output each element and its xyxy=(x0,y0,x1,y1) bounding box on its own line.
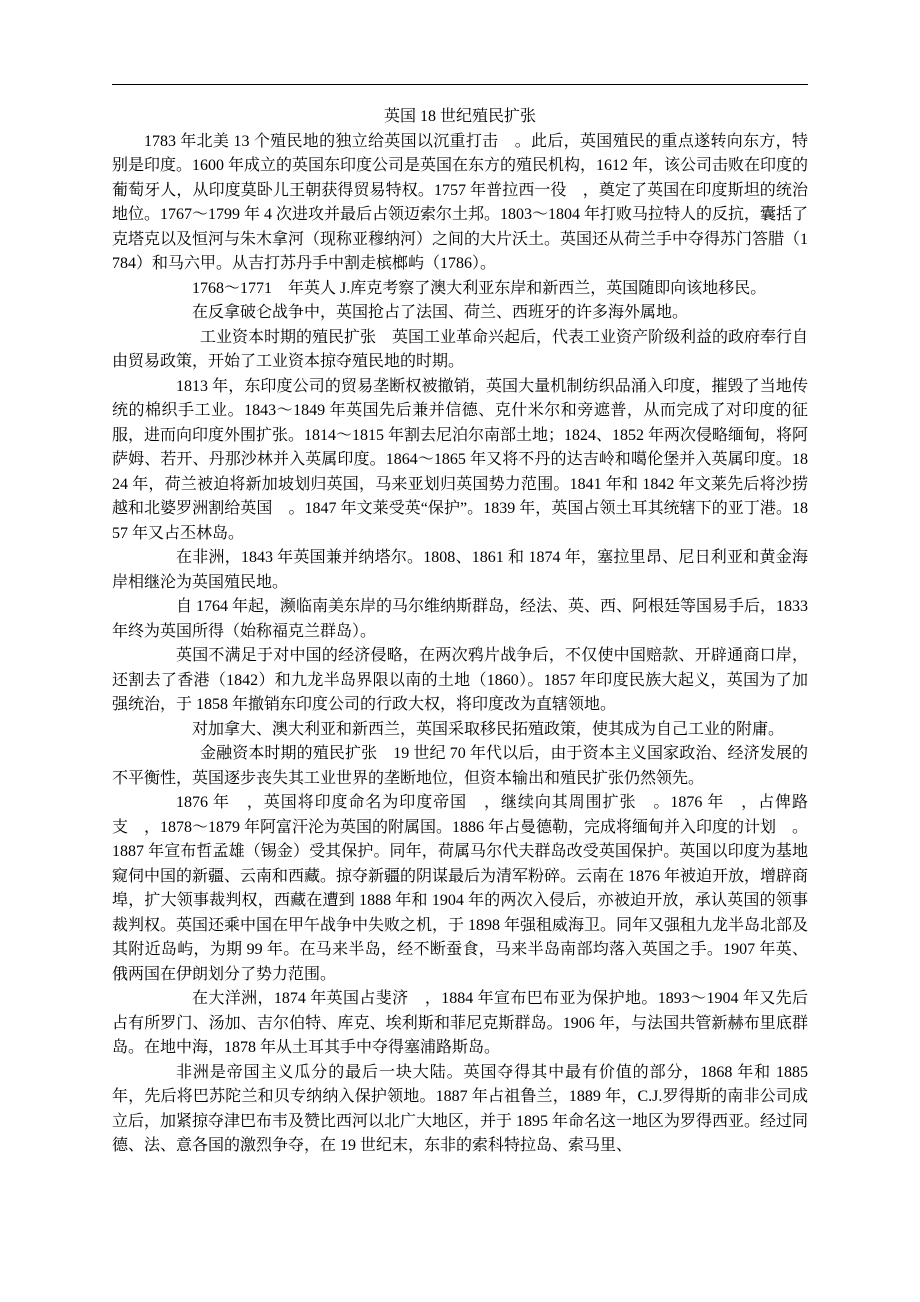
paragraph-industrial-capital: 工业资本时期的殖民扩张 英国工业革命兴起后，代表工业资产阶级利益的政府奉行自由贸易政策，开始了工业资本掠夺殖民地的时期。 xyxy=(112,328,809,370)
paragraph-indian-empire: 1876 年 ，英国将印度命名为印度帝国 ，继续向其周围扩张 。1876 年 ，占俾路支 ，1878～1879 年阿富汗沦为英国的附属国。1886 年占曼德勒，完成将缅甸并入印度的计划 。1887 年宣布哲孟雄（锡金）受其保护。同年，荷属马尔代夫群岛改受英国保护。英国以印度为基地窥伺中国的新疆、云南和西藏。掠夺新疆的阴谋最后为清军粉碎。云南在 1876 年被迫开放，增辟商埠，扩大领事裁判权，西藏在遭到 1888 年和 1904 年的两次入侵后，亦被迫开放，承认英国的领事裁判权。英国还乘中国在甲午战争中失败之机，于 1898 年强租威海卫。同年又强租九龙半岛北部及其附近岛屿，为期 99 年。在马来半岛，经不断蚕食，马来半岛南部均落入英国之手。1907 年英、俄两国在伊朗划分了势力范围。 xyxy=(112,794,809,983)
paragraph-oceania: 在大洋洲，1874 年英国占斐济 ，1884 年宣布巴布亚为保护地。1893～1904 年又先后占有所罗门、汤加、吉尔伯特、库克、埃利斯和菲尼克斯群岛。1906 年，与法国共管新赫布里底群岛。在地中海，1878 年从土耳其手中夺得塞浦路斯岛。 xyxy=(112,990,808,1056)
paragraph-india-expansion: 1813 年，东印度公司的贸易垄断权被撤销，英国大量机制纺织品涌入印度，摧毁了当地传统的棉织手工业。1843～1849 年英国先后兼并信德、克什米尔和旁遮普，从而完成了对印度的征服，进而向印度外围扩张。1814～1815 年割去尼泊尔南部土地；1824、1852 年两次侵略缅甸，将阿萨姆、若开、丹那沙林并入英属印度。1864～1865 年又将不丹的达吉岭和噶伦堡并入英属印度。1824 年，荷兰被迫将新加坡划归英国，马来亚划归英国势力范围。1841 年和 1842 年文莱先后将沙捞越和北婆罗洲割给英国 。1847 年文莱受英“保护”。1839 年，英国占领土耳其统辖下的亚丁港。1857 年又占丕林岛。 xyxy=(112,377,809,542)
paragraph-malvinas: 自 1764 年起，濒临南美东岸的马尔维纳斯群岛，经法、英、西、阿根廷等国易手后，1833 年终为英国所得（始称福克兰群岛）。 xyxy=(112,598,809,640)
header-divider xyxy=(112,84,808,85)
paragraph-napoleonic-wars: 在反拿破仑战争中，英国抢占了法国、荷兰、西班牙的许多海外属地。 xyxy=(192,304,689,321)
paragraph-china-aggression: 英国不满足于对中国的经济侵略，在两次鸦片战争后，不仅使中国赔款、开辟通商口岸，还割去了香港（1842）和九龙半岛界限以南的土地（1860）。1857 年印度民族大起义，英国为了加强统治，于 1858 年撤销东印度公司的行政大权，将印度改为直辖领地。 xyxy=(112,647,808,713)
document-title: 英国 18 世纪殖民扩张 xyxy=(383,108,536,125)
paragraph-africa-natal: 在非洲，1843 年英国兼并纳塔尔。1808、1861 和 1874 年，塞拉里昂、尼日利亚和黄金海岸相继沦为英国殖民地。 xyxy=(112,549,808,591)
paragraph-finance-capital: 金融资本时期的殖民扩张 19 世纪 70 年代以后，由于资本主义国家政治、经济发展的不平衡性，英国逐步丧失其工业世界的垄断地位，但资本输出和殖民扩张仍然领先。 xyxy=(112,745,808,787)
paragraph-colonial-blow: 1783 年北美 13 个殖民地的独立给英国以沉重打击 。此后，英国殖民的重点遂转向东方，特别是印度。1600 年成立的英国东印度公司是英国在东方的殖民机构，1612 年，该公司击败在印度的葡萄牙人，从印度莫卧儿王朝获得贸易特权。1757 年普拉西一役 ，奠定了英国在印度斯坦的统治地位。1767～1799 年 4 次进攻并最后占领迈索尔土邦。1803～1804 年打败马拉特人的反抗，囊括了克塔克以及恒河与朱木拿河（现称亚穆纳河）之间的大片沃土。英国还从荷兰手中夺得苏门答腊（1784）和马六甲。从吉打苏丹手中割走槟榔屿（1786）。 xyxy=(112,132,809,272)
paragraph-settler-colonies: 对加拿大、澳大利亚和新西兰，英国采取移民拓殖政策，使其成为自己工业的附庸。 xyxy=(192,720,785,738)
paragraph-cook-exploration: 1768～1771 年英人 J.库克考察了澳大利亚东岸和新西兰，英国随即向该地移民。 xyxy=(192,279,767,297)
paragraph-africa-partition: 非洲是帝国主义瓜分的最后一块大陆。英国夺得其中最有价值的部分，1868 年和 1885 年，先后将巴苏陀兰和贝专纳纳入保护领地。1887 年占祖鲁兰，1889 年，C.J.罗得斯的南非公司成立后，加紧掠夺津巴布韦及赞比西河以北广大地区，并于 1895 年命名这一地区为罗得西亚。经过同德、法、意各国的激烈争夺，在 19 世纪末，东非的索科特拉岛、索马里、 xyxy=(112,1063,809,1154)
